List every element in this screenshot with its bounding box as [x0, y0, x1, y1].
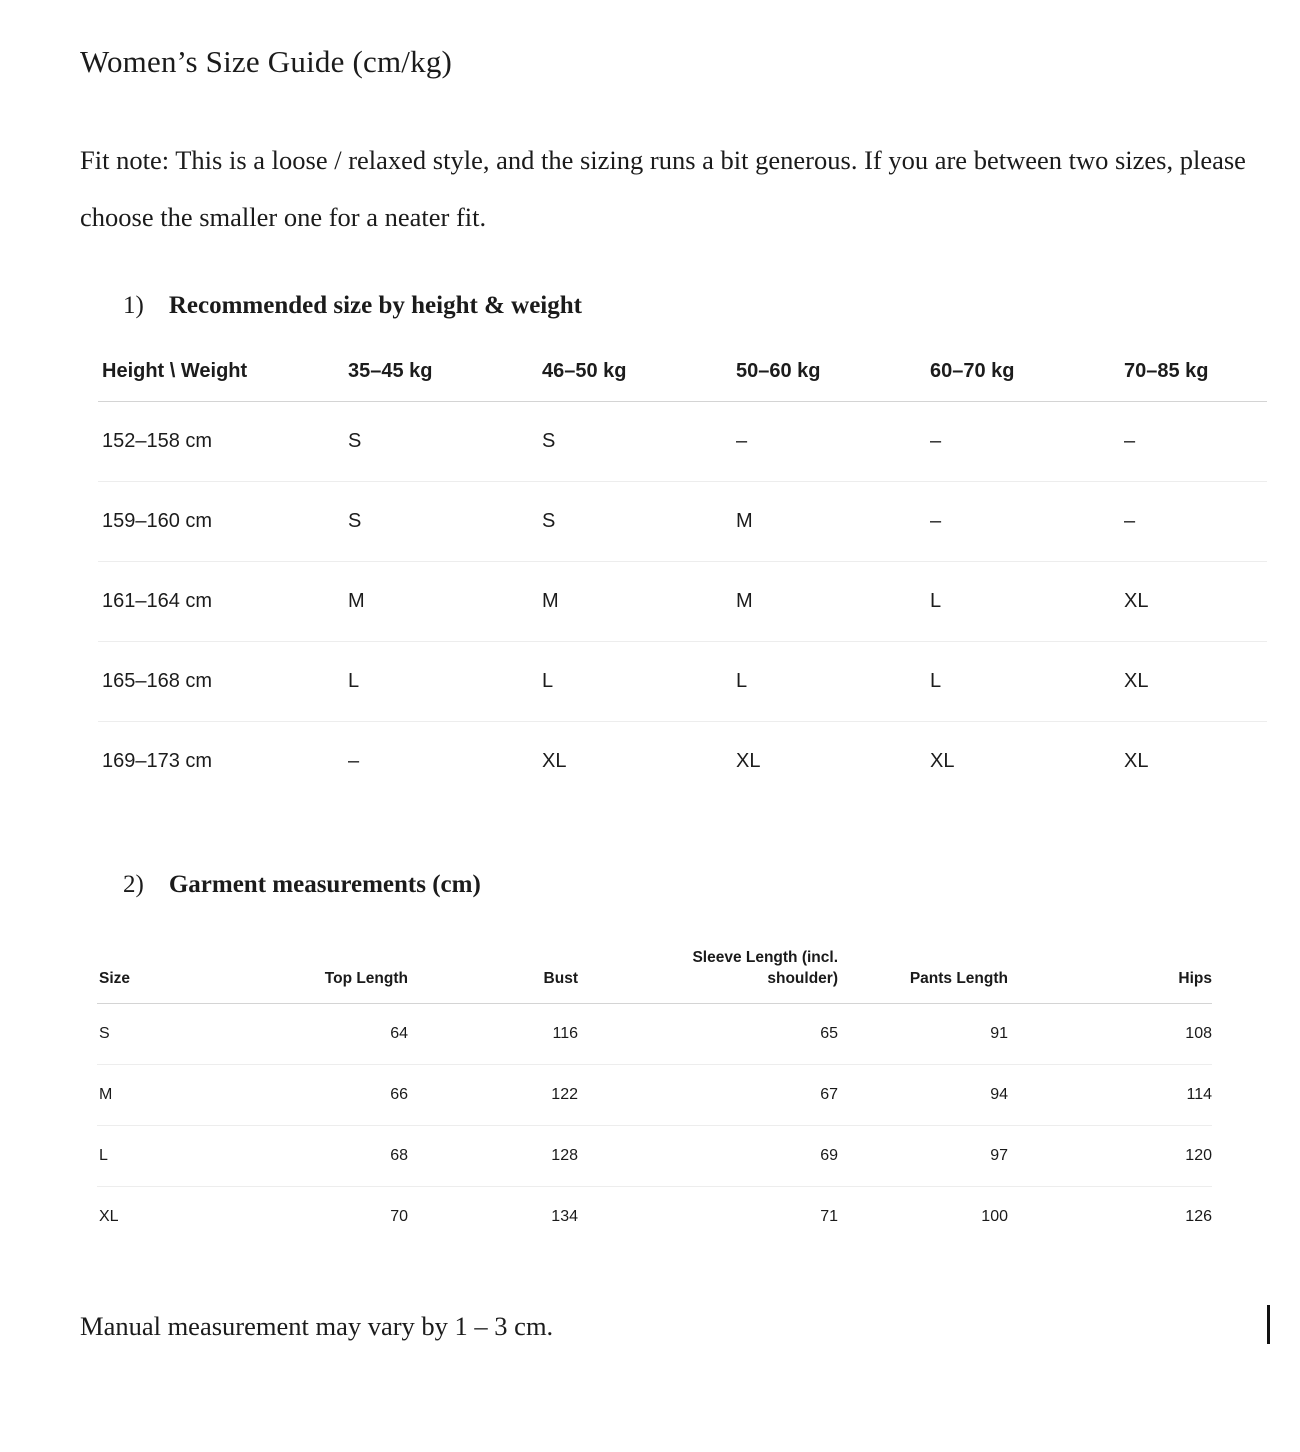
column-header: Pants Length — [838, 947, 1008, 1004]
table-row — [98, 482, 1267, 562]
table-cell: 134 — [551, 1208, 578, 1225]
table-cell: 69 — [578, 1126, 838, 1187]
table-cell: 67 — [578, 1065, 838, 1126]
table-header-row — [97, 947, 1212, 1004]
table-row — [97, 1187, 1212, 1248]
column-header: Size — [97, 947, 247, 1004]
column-header: Height \ Weight — [98, 360, 344, 402]
table-cell: XL — [736, 750, 761, 772]
column-header: 70–85 kg — [1120, 360, 1267, 402]
text-cursor — [1267, 1305, 1270, 1344]
table-row — [98, 642, 1267, 722]
column-header: Top Length — [247, 947, 408, 1004]
table-cell: 128 — [408, 1126, 578, 1187]
section-1-number: 1) — [123, 292, 144, 319]
table-cell: M — [538, 562, 732, 642]
table-cell: XL — [1120, 642, 1267, 722]
table-cell: M — [732, 562, 926, 642]
row-header-cell: L — [97, 1126, 247, 1187]
table-cell: 114 — [1008, 1065, 1212, 1126]
row-header-cell: 161–164 cm — [98, 562, 344, 642]
row-header-cell: S — [97, 1004, 247, 1065]
table-cell: XL — [542, 750, 567, 772]
table-cell: XL — [930, 750, 955, 772]
measurement-disclaimer: Manual measurement may vary by 1 – 3 cm. — [80, 1311, 554, 1341]
row-header-cell: 159–160 cm — [98, 482, 344, 562]
table-cell: 97 — [838, 1126, 1008, 1187]
table-cell: S — [344, 402, 538, 482]
row-header-cell: XL — [99, 1208, 119, 1225]
table-cell: M — [344, 562, 538, 642]
table-cell: 65 — [578, 1004, 838, 1065]
column-header: Hips — [1008, 947, 1212, 1004]
table-cell: L — [926, 642, 1120, 722]
section-2-number: 2) — [123, 871, 144, 898]
column-header: 46–50 kg — [538, 360, 732, 402]
table-row — [98, 402, 1267, 482]
column-header: 50–60 kg — [732, 360, 926, 402]
fit-note: Fit note: This is a loose / relaxed style, and the sizing runs a bit generous. If you are between two sizes, please choose the smaller one for a neater fit. — [80, 145, 1246, 232]
table-cell: S — [538, 482, 732, 562]
table-cell: – — [926, 402, 1120, 482]
table-cell: 120 — [1008, 1126, 1212, 1187]
table-cell: S — [538, 402, 732, 482]
row-header-cell: 169–173 cm — [102, 750, 213, 772]
row-header-cell: M — [97, 1065, 247, 1126]
table-cell: M — [732, 482, 926, 562]
section-1-heading — [123, 292, 1300, 320]
table-cell: S — [344, 482, 538, 562]
table-cell: 71 — [820, 1208, 838, 1225]
table-cell: 64 — [247, 1004, 408, 1065]
table-row — [98, 562, 1267, 642]
table-cell: – — [1120, 402, 1267, 482]
table-cell: – — [348, 750, 360, 772]
table-cell: 66 — [247, 1065, 408, 1126]
column-header: Bust — [408, 947, 578, 1004]
row-header-cell: 165–168 cm — [98, 642, 344, 722]
section-2-title: Garment measurements (cm) — [168, 871, 481, 898]
section-1-title: Recommended size by height & weight — [168, 292, 582, 319]
table-cell: 122 — [408, 1065, 578, 1126]
section-2-heading — [123, 871, 1300, 899]
table-cell: 108 — [1008, 1004, 1212, 1065]
table-cell: L — [926, 562, 1120, 642]
column-header: 60–70 kg — [926, 360, 1120, 402]
table-cell: 94 — [838, 1065, 1008, 1126]
table-row — [98, 722, 1267, 802]
table-cell: XL — [1124, 750, 1149, 772]
table-header-row — [98, 360, 1267, 402]
garment-measurements-table — [97, 947, 1212, 1247]
table-cell: 116 — [408, 1004, 578, 1065]
row-header-cell: 152–158 cm — [98, 402, 344, 482]
table-cell: L — [732, 642, 926, 722]
table-cell: – — [732, 402, 926, 482]
table-cell: XL — [1120, 562, 1267, 642]
page-title: Women’s Size Guide (cm/kg) — [80, 44, 453, 79]
table-row — [97, 1126, 1212, 1187]
table-cell: L — [344, 642, 538, 722]
table-cell: 70 — [390, 1208, 408, 1225]
column-header: 35–45 kg — [344, 360, 538, 402]
table-cell: – — [926, 482, 1120, 562]
table-cell: 126 — [1185, 1208, 1212, 1225]
table-cell: L — [538, 642, 732, 722]
size-recommendation-table — [98, 360, 1267, 801]
table-row — [97, 1004, 1212, 1065]
table-cell: 91 — [838, 1004, 1008, 1065]
table-row — [97, 1065, 1212, 1126]
table-cell: 68 — [247, 1126, 408, 1187]
table-cell: – — [1120, 482, 1267, 562]
table-cell: 100 — [981, 1208, 1008, 1225]
column-header: Sleeve Length (incl. shoulder) — [578, 947, 838, 1004]
